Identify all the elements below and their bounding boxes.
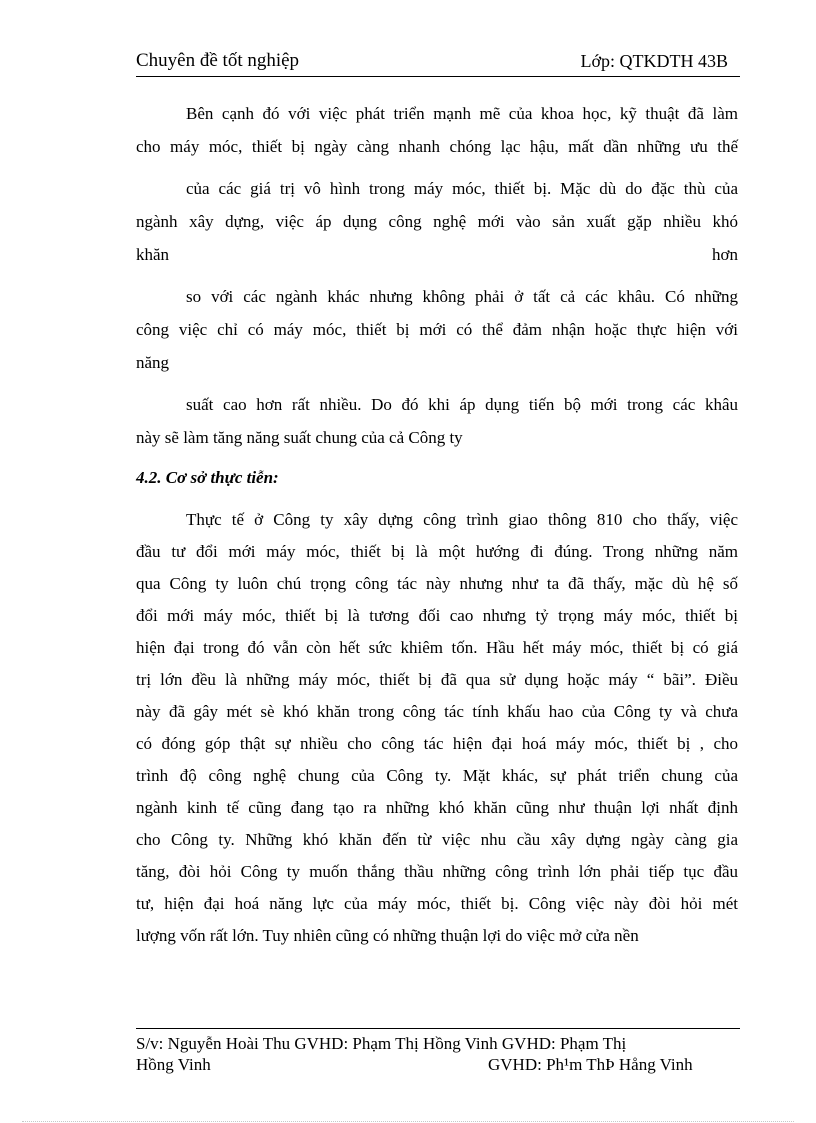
section-line: Thực tế ở Công ty xây dựng công trình giao thông 810 cho thấy, việc [186,510,738,529]
body-split-right: hơn [712,245,738,264]
section-heading: 4.2. Cơ sở thực tiễn: [136,468,279,487]
section-line: trị lớn đều là những máy móc, thiết bị đã qua sử dụng hoặc máy “ bãi”. Điều [136,670,738,689]
header-title: Chuyên đề tốt nghiệp [136,50,300,71]
section-line: có đóng góp thật sự nhiều cho công tác hiện đại hoá máy móc, thiết bị , cho [136,734,738,753]
footer-line-1: S/v: Nguyễn Hoài Thu GVHD: Phạm Thị Hồng Vinh GVHD: Phạm Thị [136,1034,627,1053]
body-line: của các giá trị vô hình trong máy móc, thiết bị. Mặc dù do đặc thù của [186,179,738,198]
section-line: qua Công ty luôn chú trọng công tác này nhưng như ta đã thấy, mặc dù hệ số [136,574,738,593]
body-line: suất cao hơn rất nhiều. Do đó khi áp dụng tiến bộ mới trong các khâu [186,395,738,414]
section-line: ngành kinh tế cũng đang tạo ra những khó khăn cũng như thuận lợi nhất định [136,798,738,817]
footer-line-2-right: GVHD: Ph¹m ThÞ Hång Vinh [488,1055,693,1074]
body-split-left: khăn [136,245,170,264]
footer-line-2-left: Hồng Vinh [136,1055,211,1074]
section-line: này đã gây mét sè khó khăn trong công tác tính khấu hao của Công ty và chưa [136,702,738,721]
section-line: tư, hiện đại hoá năng lực của máy móc, thiết bị. Công việc này đòi hỏi mét [136,894,738,913]
body-line: cho máy móc, thiết bị ngày càng nhanh chóng lạc hậu, mất dần những ưu thế [136,137,738,156]
section-line: đổi mới máy móc, thiết bị là tương đối cao nhưng tỷ trọng máy móc, thiết bị [136,606,738,625]
body-line: năng [136,353,170,372]
body-line: ngành xây dựng, việc áp dụng công nghệ mới vào sản xuất gặp nhiều khó [136,212,738,231]
footer-rule [136,1028,740,1029]
page-bottom-edge [22,1121,794,1122]
section-line: hiện đại trong đó vẫn còn hết sức khiêm tốn. Hầu hết máy móc, thiết bị có giá [136,638,738,657]
page-header [136,50,740,77]
body-line: so với các ngành khác nhưng không phải ở tất cả các khâu. Có những [186,287,738,306]
section-line: tăng, đòi hỏi Công ty muốn thắng thầu những công trình lớn phải tiếp tục đầu [136,862,738,881]
section-line: lượng vốn rất lớn. Tuy nhiên cũng có những thuận lợi do việc mở cửa nền [136,926,639,945]
section-line: đầu tư đổi mới máy móc, thiết bị là một hướng đi đúng. Trong những năm [136,542,738,561]
body-line: công việc chỉ có máy móc, thiết bị mới có thể đảm nhận hoặc thực hiện với [136,320,738,339]
section-line: cho Công ty. Những khó khăn đến từ việc nhu cầu xây dựng ngày càng gia [136,830,738,849]
body-line: này sẽ làm tăng năng suất chung của cả Công ty [136,428,463,447]
body-line: Bên cạnh đó với việc phát triển mạnh mẽ của khoa học, kỹ thuật đã làm [186,104,738,123]
header-class: Lớp: QTKDTH 43B [580,51,728,71]
section-line: trình độ công nghệ chung của Công ty. Mặt khác, sự phát triển chung của [136,766,738,785]
